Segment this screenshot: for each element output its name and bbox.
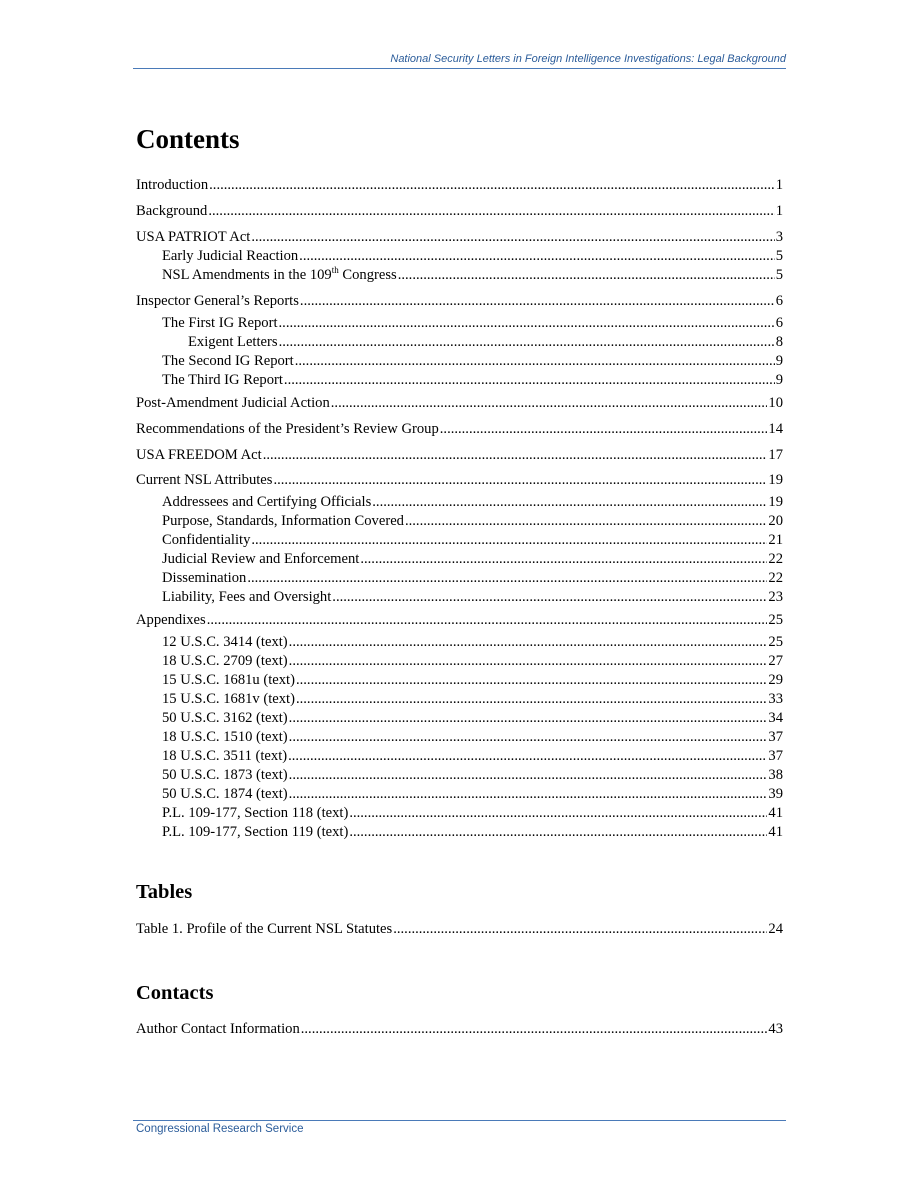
toc-entry-page: 37 [768, 729, 783, 745]
toc-entry-title: The Third IG Report [162, 372, 283, 388]
toc-entry[interactable] [136, 569, 783, 588]
toc-entry-page: 22 [768, 551, 783, 567]
leader-dots [296, 671, 767, 690]
toc-entry[interactable] [136, 785, 783, 804]
toc-entry[interactable] [136, 652, 783, 671]
toc-entry[interactable] [136, 292, 783, 311]
leader-dots [289, 728, 768, 747]
toc-entry-page: 39 [768, 786, 783, 802]
toc-entry[interactable] [136, 671, 783, 690]
toc-entry-title: Recommendations of the President’s Review Group [136, 421, 439, 437]
contacts-heading: Contacts [136, 982, 214, 1004]
toc-entry[interactable] [136, 446, 783, 465]
toc-entry[interactable] [136, 420, 783, 439]
toc-group [136, 420, 783, 439]
toc-entry[interactable] [136, 823, 783, 842]
footer-rule [133, 1120, 786, 1121]
toc-entry-page: 20 [768, 513, 783, 529]
toc-entry-title: Confidentiality [162, 532, 251, 548]
leader-dots [360, 550, 767, 569]
toc-group [136, 228, 783, 285]
leader-dots [273, 471, 767, 490]
tables-heading: Tables [136, 881, 193, 903]
toc-entry[interactable] [136, 394, 783, 413]
toc-entry-title: 12 U.S.C. 3414 (text) [162, 634, 288, 650]
toc-entry[interactable] [136, 550, 783, 569]
toc-entry[interactable] [136, 202, 783, 221]
toc-entry[interactable] [136, 766, 783, 785]
page-title: Contents [136, 124, 240, 154]
toc-entry-title: The Second IG Report [162, 353, 294, 369]
toc-entry-title: 18 U.S.C. 1510 (text) [162, 729, 288, 745]
leader-dots [289, 633, 768, 652]
toc-group [136, 920, 783, 939]
leader-dots [263, 446, 768, 465]
leader-dots [251, 531, 767, 550]
leader-dots [301, 1020, 768, 1039]
toc-entry-title: USA PATRIOT Act [136, 229, 251, 245]
leader-dots [299, 247, 775, 266]
toc-entry[interactable] [136, 228, 783, 247]
toc-entry-page: 29 [768, 672, 783, 688]
leader-dots [440, 420, 768, 439]
toc-group [136, 292, 783, 390]
toc-group [136, 446, 783, 465]
leader-dots [284, 371, 775, 390]
toc-entry-page: 9 [775, 372, 783, 388]
toc-entry-page: 37 [768, 748, 783, 764]
leader-dots [296, 690, 767, 709]
toc-entry[interactable] [136, 314, 783, 333]
toc-entry-title: Inspector General’s Reports [136, 293, 299, 309]
leader-dots [289, 652, 768, 671]
toc-entry[interactable] [136, 371, 783, 390]
toc-entry-title: P.L. 109-177, Section 118 (text) [162, 805, 349, 821]
leader-dots [332, 588, 767, 607]
toc-entry[interactable] [136, 333, 783, 352]
toc-entry-title: The First IG Report [162, 315, 278, 331]
toc-entry-page: 19 [768, 472, 783, 488]
toc-entry-title: 18 U.S.C. 2709 (text) [162, 653, 288, 669]
toc-entry-title: Early Judicial Reaction [162, 248, 299, 264]
toc-entry-title: Purpose, Standards, Information Covered [162, 513, 404, 529]
leader-dots [349, 804, 767, 823]
toc-entry-title: P.L. 109-177, Section 119 (text) [162, 824, 349, 840]
leader-dots [251, 228, 774, 247]
toc-entry-title: Dissemination [162, 570, 247, 586]
toc-entry[interactable] [136, 920, 783, 939]
leader-dots [288, 747, 767, 766]
toc-group [136, 394, 783, 413]
toc-entry-page: 27 [768, 653, 783, 669]
leader-dots [289, 709, 768, 728]
toc-entry[interactable] [136, 804, 783, 823]
toc-entry-title: Current NSL Attributes [136, 472, 273, 488]
toc-entry-page: 1 [775, 203, 783, 219]
toc-entry-title: Appendixes [136, 612, 206, 628]
header-rule [133, 68, 786, 69]
toc-entry-page: 24 [768, 921, 783, 937]
toc-entry-page: 8 [775, 334, 783, 350]
leader-dots [393, 920, 767, 939]
toc-entry[interactable] [136, 531, 783, 550]
toc-entry-title: 50 U.S.C. 1874 (text) [162, 786, 288, 802]
toc-entry-page: 6 [775, 315, 783, 331]
leader-dots [289, 785, 768, 804]
leader-dots [372, 493, 767, 512]
toc-entry[interactable] [136, 611, 783, 630]
toc-entry-page: 41 [768, 805, 783, 821]
leader-dots [289, 766, 768, 785]
toc-entry-page: 25 [768, 612, 783, 628]
toc-entry-page: 10 [768, 395, 783, 411]
toc-entry-title: Background [136, 203, 208, 219]
leader-dots [405, 512, 767, 531]
toc-group [136, 471, 783, 607]
toc-entry-page: 3 [775, 229, 783, 245]
toc-entry-title: 50 U.S.C. 1873 (text) [162, 767, 288, 783]
leader-dots [279, 333, 775, 352]
leader-dots [208, 202, 774, 221]
toc-entry-page: 41 [768, 824, 783, 840]
toc-entry-page: 17 [768, 447, 783, 463]
toc-entry-title: Introduction [136, 177, 209, 193]
toc-entry[interactable] [136, 176, 783, 195]
toc-entry[interactable] [136, 471, 783, 490]
toc-entry-page: 6 [775, 293, 783, 309]
toc-entry-page: 33 [768, 691, 783, 707]
leader-dots [209, 176, 775, 195]
toc-group [136, 202, 783, 221]
toc-entry-page: 43 [768, 1021, 783, 1037]
toc-entry-title: Exigent Letters [188, 334, 278, 350]
toc-entry-title: Author Contact Information [136, 1021, 300, 1037]
toc-entry-title: Liability, Fees and Oversight [162, 589, 332, 605]
leader-dots [300, 292, 775, 311]
toc-entry[interactable] [136, 747, 783, 766]
toc-entry-page: 23 [768, 589, 783, 605]
toc-entry-title: USA FREEDOM Act [136, 447, 262, 463]
leader-dots [349, 823, 767, 842]
leader-dots [331, 394, 768, 413]
toc-entry[interactable] [136, 512, 783, 531]
toc-entry[interactable] [136, 1020, 783, 1039]
toc-entry[interactable] [136, 247, 783, 266]
running-header: National Security Letters in Foreign Intelligence Investigations: Legal Background [390, 53, 786, 65]
toc-entry[interactable] [136, 588, 783, 607]
toc-entry-title: Table 1. Profile of the Current NSL Statutes [136, 921, 393, 937]
toc-entry[interactable] [136, 633, 783, 652]
toc-entry-page: 25 [768, 634, 783, 650]
toc-entry-page: 34 [768, 710, 783, 726]
toc-group [136, 1020, 783, 1039]
toc-entry-title: Judicial Review and Enforcement [162, 551, 360, 567]
toc-entry[interactable] [136, 266, 783, 285]
toc-group [136, 176, 783, 195]
footer-text: Congressional Research Service [136, 1123, 304, 1135]
toc-entry-page: 9 [775, 353, 783, 369]
leader-dots [207, 611, 768, 630]
toc-entry[interactable] [136, 690, 783, 709]
toc-entry-title: Post-Amendment Judicial Action [136, 395, 330, 411]
toc-entry[interactable] [136, 493, 783, 512]
toc-group [136, 611, 783, 842]
toc-entry-title: 18 U.S.C. 3511 (text) [162, 748, 288, 764]
toc-entry-title: 15 U.S.C. 1681u (text) [162, 672, 295, 688]
toc-entry[interactable] [136, 709, 783, 728]
toc-entry-page: 14 [768, 421, 783, 437]
leader-dots [295, 352, 775, 371]
leader-dots [247, 569, 767, 588]
leader-dots [398, 266, 775, 285]
toc-entry[interactable] [136, 352, 783, 371]
toc-entry-page: 5 [775, 248, 783, 264]
leader-dots [279, 314, 775, 333]
toc-entry-title: 15 U.S.C. 1681v (text) [162, 691, 295, 707]
toc-entry-page: 19 [768, 494, 783, 510]
toc-entry[interactable] [136, 728, 783, 747]
toc-entry-title: Addressees and Certifying Officials [162, 494, 372, 510]
toc-entry-title: NSL Amendments in the 109th Congress [162, 265, 397, 283]
toc-entry-page: 1 [775, 177, 783, 193]
toc-entry-page: 22 [768, 570, 783, 586]
toc-entry-page: 38 [768, 767, 783, 783]
toc-entry-page: 5 [775, 267, 783, 283]
toc-entry-page: 21 [768, 532, 783, 548]
toc-entry-title: 50 U.S.C. 3162 (text) [162, 710, 288, 726]
